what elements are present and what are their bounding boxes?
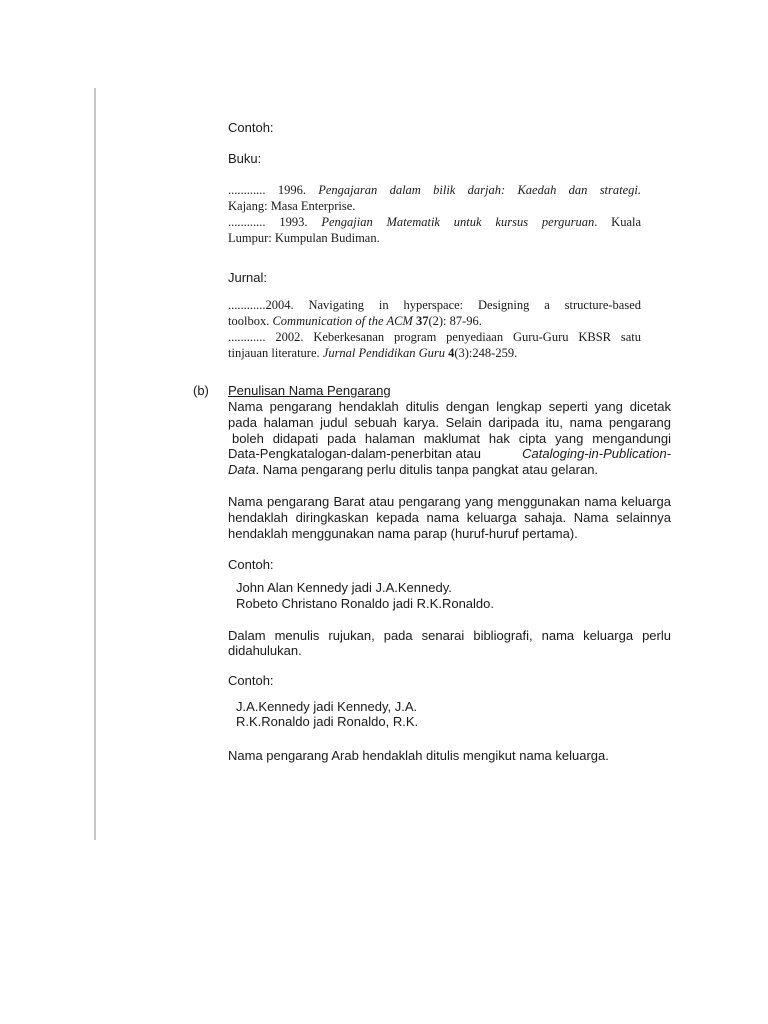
- paragraph-4: Nama pengarang Arab hendaklah ditulis mengikut nama keluarga.: [228, 748, 609, 763]
- journal-ref-1-line-1: ............2004. Navigating in hyperspace: Designing a structure-based: [228, 298, 641, 312]
- example-3-label: Contoh:: [228, 673, 274, 688]
- paragraph-1-line-3: boleh didapati pada halaman maklumat hak cipta yang mengandungi: [232, 431, 671, 446]
- journal-ref-2-line-2: tinjauan literature. Jurnal Pendidikan Guru 4(3):248-259.: [228, 346, 518, 360]
- paragraph-3-line-2: didahulukan.: [228, 643, 302, 658]
- journal-ref-1-line-2: toolbox. Communication of the ACM 37(2): 87-96.: [228, 314, 482, 328]
- section-b-marker: (b): [193, 383, 209, 398]
- example-3-line-1: J.A.Kennedy jadi Kennedy, J.A.: [236, 699, 418, 714]
- section-b-heading: Penulisan Nama Pengarang: [228, 383, 391, 398]
- journal-ref-2-line-1: ............ 2002. Keberkesanan program penyediaan Guru-Guru KBSR satu: [228, 330, 641, 344]
- example-label: Contoh:: [228, 120, 274, 135]
- example-3-line-2: R.K.Ronaldo jadi Ronaldo, R.K.: [236, 714, 419, 729]
- book-ref-1-line-1: ............ 1996. Pengajaran dalam bilik darjah: Kaedah dan strategi.: [228, 183, 642, 197]
- journal-heading: Jurnal:: [228, 270, 268, 285]
- paragraph-2-line-2: hendaklah diringkaskan kepada nama keluarga sahaja. Nama selainnya: [228, 510, 671, 525]
- book-ref-2-line-1: ............ 1993. Pengajian Matematik untuk kursus perguruan. Kuala: [228, 215, 642, 229]
- page-margin-rule: [94, 88, 96, 840]
- example-2-label: Contoh:: [228, 557, 274, 572]
- paragraph-1-line-4: Data-Pengkatalogan-dalam-penerbitan atau Cataloging-in-Publication-: [228, 446, 671, 461]
- example-2-line-2: Robeto Christano Ronaldo jadi R.K.Ronaldo.: [236, 596, 494, 611]
- paragraph-2-line-1: Nama pengarang Barat atau pengarang yang menggunakan nama keluarga: [228, 494, 671, 509]
- book-ref-2-line-2: Lumpur: Kumpulan Budiman.: [228, 231, 380, 245]
- example-2-line-1: John Alan Kennedy jadi J.A.Kennedy.: [236, 580, 452, 595]
- book-heading: Buku:: [228, 151, 262, 166]
- book-ref-1-line-2: Kajang: Masa Enterprise.: [228, 199, 356, 213]
- paragraph-3-line-1: Dalam menulis rujukan, pada senarai bibliografi, nama keluarga perlu: [228, 628, 671, 643]
- paragraph-1-line-1: Nama pengarang hendaklah ditulis dengan lengkap seperti yang dicetak: [228, 399, 671, 414]
- paragraph-2-line-3: hendaklah menggunakan nama parap (huruf-huruf pertama).: [228, 526, 578, 541]
- paragraph-1-line-2: pada halaman judul sebuah karya. Selain daripada itu, nama pengarang: [228, 415, 671, 430]
- paragraph-1-line-5: Data. Nama pengarang perlu ditulis tanpa pangkat atau gelaran.: [228, 462, 599, 477]
